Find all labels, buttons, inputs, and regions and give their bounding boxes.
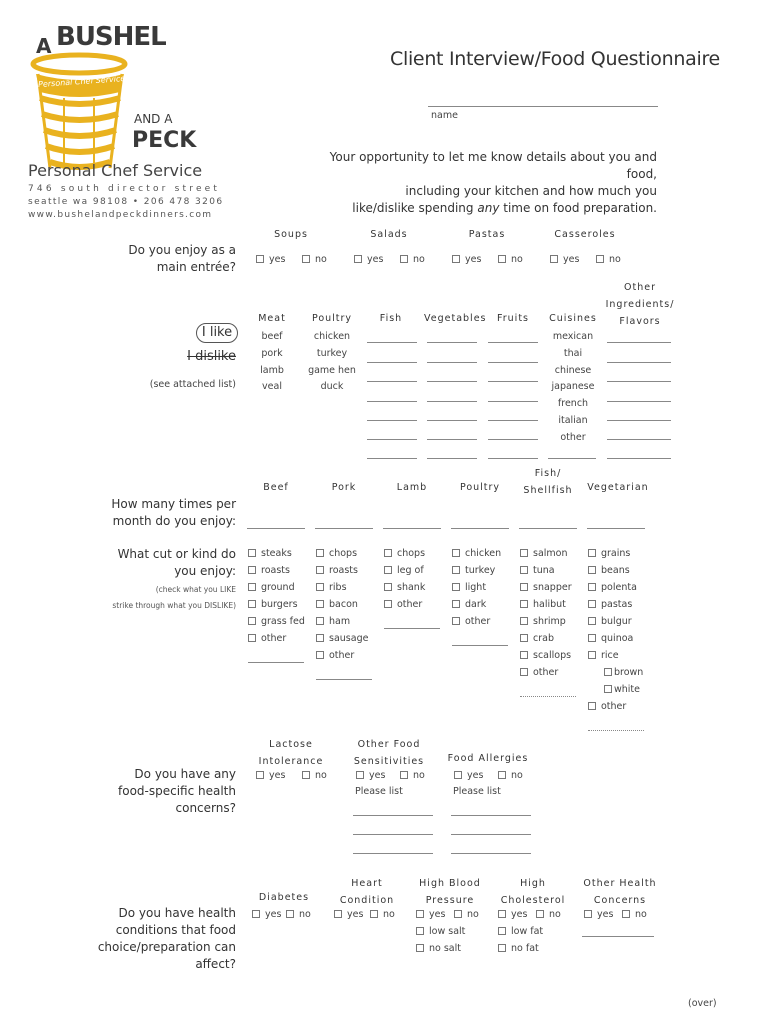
intro-line-1: Your opportunity to let me know details about you and food, [329, 150, 657, 181]
checkbox[interactable] [302, 255, 310, 263]
pastas-yes[interactable]: yes [452, 254, 481, 265]
veg-other[interactable]: other [588, 701, 626, 712]
veg-pastas[interactable]: pastas [588, 599, 632, 610]
logo-bushel: BUSHEL [56, 22, 166, 52]
header-salads: Salads [370, 229, 408, 240]
cuisine-japanese: japanese [551, 381, 595, 393]
cuisine-other: other [560, 431, 586, 443]
entree-question: Do you enjoy as a main entrée? [128, 243, 236, 274]
cuisine-thai: thai [563, 347, 583, 359]
poultry-game-hen: game hen [308, 364, 356, 376]
heart-no[interactable]: no [370, 909, 395, 920]
header-poultry: Poultry [311, 313, 353, 324]
poultry-list [302, 329, 362, 396]
intro-text [300, 149, 657, 217]
over-label: (over) [688, 998, 717, 1009]
header-fish: Fish [379, 313, 403, 324]
header-allergies: Food Allergies [447, 753, 529, 764]
pork-other-line[interactable] [316, 679, 372, 680]
fish-tuna[interactable]: tuna [520, 565, 555, 576]
header-vegetables: Vegetables [424, 313, 487, 324]
veg-rice[interactable]: rice [588, 650, 619, 661]
chol-yes[interactable]: yes [498, 909, 527, 920]
header-cholesterol: High Cholesterol [500, 878, 566, 906]
header-sensitivities: Other Food Sensitivities [353, 739, 425, 767]
poultry-turkey-cut[interactable]: turkey [452, 565, 495, 576]
meat-lamb: lamb [260, 364, 284, 376]
basket-band-text: Personal Chef Service [37, 73, 126, 90]
casseroles-yes[interactable]: yes [550, 254, 579, 265]
veg-other-line[interactable] [588, 730, 644, 731]
beef-grass-fed[interactable]: grass fed [248, 616, 305, 627]
veg-beans[interactable]: beans [588, 565, 630, 576]
lamb-chops[interactable]: chops [384, 548, 425, 559]
beef-other-line[interactable] [248, 662, 304, 663]
checkbox[interactable] [256, 255, 264, 263]
poultry-dark[interactable]: dark [452, 599, 486, 610]
intro-line-2: including your kitchen and how much you [405, 184, 657, 198]
poultry-chicken: chicken [313, 331, 351, 342]
lactose-yes[interactable]: yes [256, 770, 285, 781]
sensitivities-no[interactable]: no [400, 770, 425, 781]
checkbox[interactable] [400, 255, 408, 263]
freq-header-lamb: Lamb [396, 482, 428, 493]
see-attached-note: (see attached list) [149, 379, 236, 390]
fish-snapper[interactable]: snapper [520, 582, 572, 593]
fish-crab[interactable]: crab [520, 633, 554, 644]
meat-veal: veal [262, 381, 282, 393]
fish-other-line[interactable] [520, 696, 576, 697]
pork-chops[interactable]: chops [316, 548, 357, 559]
beef-burgers[interactable]: burgers [248, 599, 298, 610]
fish-scallops[interactable]: scallops [520, 650, 571, 661]
poultry-other[interactable]: other [452, 616, 490, 627]
sensitivities-yes[interactable]: yes [356, 770, 385, 781]
beef-other[interactable]: other [248, 633, 286, 644]
pork-bacon[interactable]: bacon [316, 599, 358, 610]
cuts-question: What cut or kind do you enjoy: [117, 547, 236, 578]
casseroles-no[interactable]: no [596, 254, 621, 265]
logo-and-a: AND A [134, 112, 173, 126]
beef-roasts[interactable]: roasts [248, 565, 290, 576]
header-pastas: Pastas [468, 229, 506, 240]
soups-yes[interactable]: yes [256, 254, 285, 265]
brand-website: www.bushelandpeckdinners.com [28, 210, 213, 220]
lactose-no[interactable]: no [302, 770, 327, 781]
name-input-line[interactable] [428, 106, 658, 107]
checkbox[interactable] [354, 255, 362, 263]
checkbox[interactable] [596, 255, 604, 263]
header-lactose: Lactose Intolerance [258, 739, 324, 767]
cuisine-other-line[interactable] [548, 458, 596, 459]
header-cuisines: Cuisines [549, 313, 597, 324]
page-title: Client Interview/Food Questionnaire [390, 48, 720, 70]
other-health-no[interactable]: no [622, 909, 647, 920]
cuisine-mexican: mexican [552, 331, 594, 342]
brand-address-2: seattle wa 98108 • 206 478 3206 [28, 197, 224, 207]
cuts-note-2: strike through what you DISLIKE) [112, 601, 236, 610]
allergies-please-list: Please list [453, 786, 501, 797]
veg-polenta[interactable]: polenta [588, 582, 637, 593]
bp-low-salt[interactable]: low salt [416, 926, 465, 937]
freq-header-beef: Beef [263, 482, 289, 493]
header-casseroles: Casseroles [554, 229, 616, 240]
chol-low-fat[interactable]: low fat [498, 926, 543, 937]
allergies-no[interactable]: no [498, 770, 523, 781]
poultry-turkey: turkey [316, 347, 348, 359]
bp-no[interactable]: no [454, 909, 479, 920]
header-other-health: Other Health Concerns [583, 878, 657, 906]
frequency-question: How many times per month do you enjoy: [111, 497, 236, 528]
veg-grains[interactable]: grains [588, 548, 630, 559]
lamb-shank[interactable]: shank [384, 582, 425, 593]
freq-header-poultry: Poultry [459, 482, 501, 493]
sensitivities-please-list: Please list [355, 786, 403, 797]
diabetes-yes[interactable]: yes [252, 909, 281, 920]
logo-a: A [36, 34, 52, 58]
fish-shrimp[interactable]: shrimp [520, 616, 566, 627]
i-dislike-label: I dislike [187, 349, 236, 364]
name-label: name [431, 110, 458, 121]
bp-yes[interactable]: yes [416, 909, 445, 920]
fish-halibut[interactable]: halibut [520, 599, 566, 610]
fish-salmon[interactable]: salmon [520, 548, 568, 559]
lamb-other[interactable]: other [384, 599, 422, 610]
cuisines-list [545, 329, 601, 447]
poultry-chicken-cut[interactable]: chicken [452, 548, 501, 559]
checkbox[interactable] [452, 255, 460, 263]
other-health-yes[interactable]: yes [584, 909, 613, 920]
logo-peck: PECK [132, 128, 197, 153]
header-fish-shellfish: Fish/ Shellfish [523, 468, 573, 496]
checkbox[interactable] [498, 255, 506, 263]
cuts-note-1: (check what you LIKE [155, 585, 236, 594]
header-other-ingredients: Other Ingredients/ Flavors [605, 282, 675, 327]
pork-ribs[interactable]: ribs [316, 582, 347, 593]
soups-no[interactable]: no [302, 254, 327, 265]
brand-tagline: Personal Chef Service [28, 161, 203, 180]
veg-quinoa[interactable]: quinoa [588, 633, 633, 644]
veg-bulgur[interactable]: bulgur [588, 616, 632, 627]
cuisine-french: french [557, 398, 589, 410]
diabetes-no[interactable]: no [286, 909, 311, 920]
meat-beef: beef [261, 331, 283, 342]
heart-yes[interactable]: yes [334, 909, 363, 920]
freq-header-pork: Pork [331, 482, 357, 493]
poultry-other-line[interactable] [452, 645, 508, 646]
pastas-no[interactable]: no [498, 254, 523, 265]
i-like-label: I like [196, 323, 238, 343]
pork-ham[interactable]: ham [316, 616, 350, 627]
header-blood-pressure: High Blood Pressure [419, 878, 481, 906]
cuisine-chinese: chinese [554, 364, 592, 376]
header-fruits: Fruits [496, 313, 529, 324]
other-health-line[interactable] [582, 936, 654, 937]
lamb-other-line[interactable] [384, 628, 440, 629]
brand-logo [24, 20, 197, 170]
header-meat: Meat [258, 313, 286, 324]
meat-list [247, 329, 297, 396]
beef-ground[interactable]: ground [248, 582, 295, 593]
header-heart: Heart Condition [339, 878, 395, 906]
pork-other[interactable]: other [316, 650, 354, 661]
meat-pork: pork [261, 347, 283, 359]
poultry-duck: duck [320, 381, 344, 393]
pork-roasts[interactable]: roasts [316, 565, 358, 576]
allergies-yes[interactable]: yes [454, 770, 483, 781]
veg-rice-white[interactable]: white [604, 684, 640, 695]
poultry-light[interactable]: light [452, 582, 486, 593]
header-soups: Soups [274, 229, 308, 240]
salads-yes[interactable]: yes [354, 254, 383, 265]
lamb-leg-of[interactable]: leg of [384, 565, 424, 576]
header-diabetes: Diabetes [258, 892, 310, 903]
beef-steaks[interactable]: steaks [248, 548, 292, 559]
freq-header-vegetarian: Vegetarian [587, 482, 649, 493]
veg-rice-brown[interactable]: brown [604, 667, 643, 678]
bp-no-salt[interactable]: no salt [416, 943, 461, 954]
fish-other[interactable]: other [520, 667, 558, 678]
health-question: Do you have any food-specific health concerns? [118, 767, 236, 815]
salads-no[interactable]: no [400, 254, 425, 265]
cuisine-italian: italian [558, 414, 588, 426]
conditions-question: Do you have health conditions that food choice/preparation can affect? [97, 906, 236, 971]
brand-address-1: 746 south director street [28, 184, 221, 194]
checkbox[interactable] [550, 255, 558, 263]
chol-no[interactable]: no [536, 909, 561, 920]
intro-line-3: like/dislike spending any time on food preparation. [352, 201, 657, 215]
chol-no-fat[interactable]: no fat [498, 943, 539, 954]
pork-sausage[interactable]: sausage [316, 633, 368, 644]
